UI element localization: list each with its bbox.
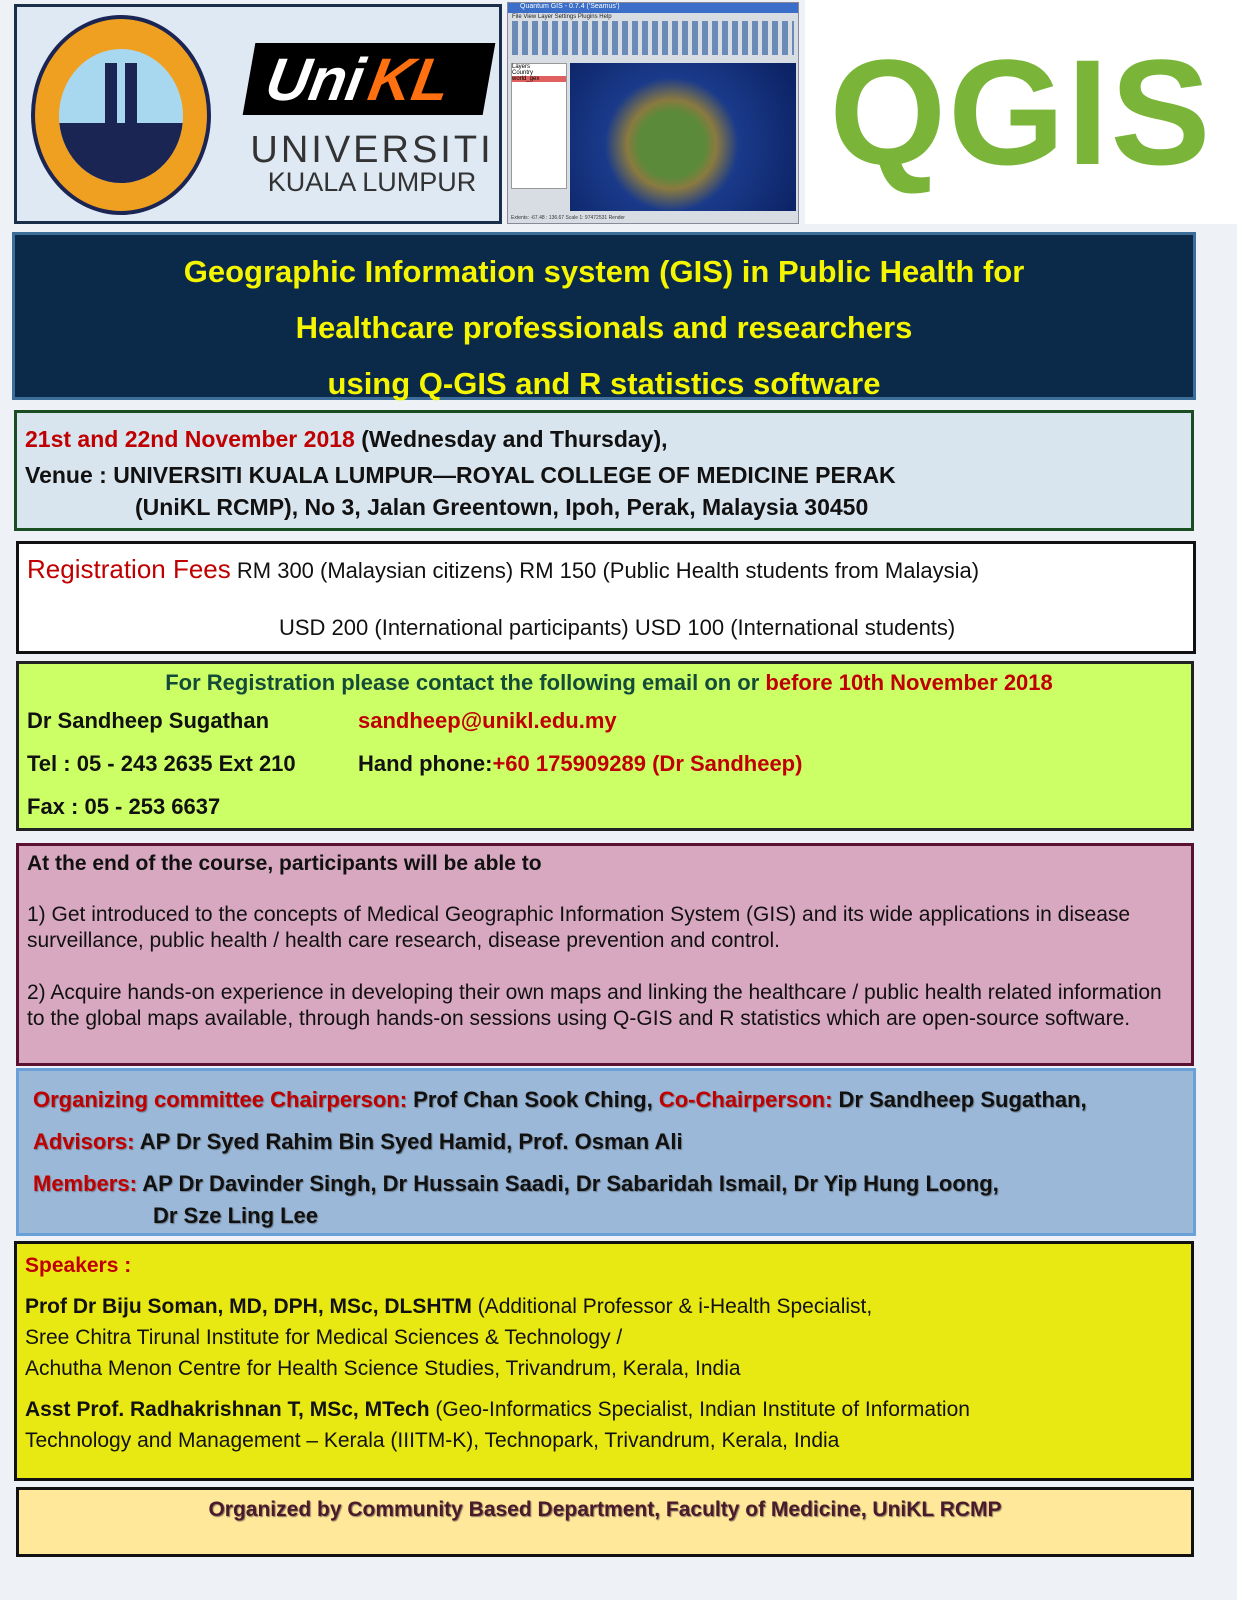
speakers-section: Speakers : Prof Dr Biju Soman, MD, DPH, MSc, DLSHTM (Additional Professor & i-Health Specialist, Sree Chitra Tirunal Institute for Medical Sciences & Technology / Achutha Menon Centre for Health Science Studies, Trivandrum, Kerala, India Asst Prof. Radhakrishnan T, MSc, MTech (Geo-Informatics Specialist, Indian Institute of Information Technology and Management – Kerala (IIITM-K), Technopark, Trivandrum, Kerala, India (14, 1241, 1194, 1481)
world-map (570, 63, 796, 211)
organizing-committee: Organizing committee Chairperson: Prof Chan Sook Ching, Co-Chairperson: Dr Sandheep Sugathan, Advisors: AP Dr Syed Rahim Bin Syed Hamid, Prof. Osman Ali Members: AP Dr Davinder Singh, Dr Hussain Saadi, Dr Sabaridah Ismail, Dr Yip Hung Loong, Dr Sze Ling Lee (16, 1068, 1196, 1236)
university-name: UNIVERSITI KUALA LUMPUR (250, 129, 494, 197)
qgis-layers-panel: Layers Country world_gex (511, 63, 567, 189)
venue: Venue : UNIVERSITI KUALA LUMPUR—ROYAL COLLEGE OF MEDICINE PERAK (25, 462, 896, 488)
registration-contact: For Registration please contact the following email on or before 10th November 2018 Dr Sandheep Sugathan sandheep@unikl.edu.my Tel : 05 - 243 2635 Ext 210 Hand phone: +60 175909289 (Dr Sandheep) Fax : 05 - 253 6637 (16, 661, 1194, 831)
event-date: 21st and 22nd November 2018 (25, 426, 355, 452)
organizer-footer: Organized by Community Based Department, Faculty of Medicine, UniKL RCMP (16, 1487, 1194, 1557)
course-title: Geographic Information system (GIS) in Public Health for Healthcare professionals and researchers using Q-GIS and R statistics software (12, 232, 1196, 400)
unikl-seal-logo (31, 15, 211, 215)
qgis-logo: QGIS (805, 0, 1237, 224)
date-venue-section: 21st and 22nd November 2018 (Wednesday and Thursday), Venue : UNIVERSITI KUALA LUMPUR—ROYAL COLLEGE OF MEDICINE PERAK (UniKL RCMP), No 3, Jalan Greentown, Ipoh, Perak, Malaysia 30450 (14, 410, 1194, 531)
outcome-item: 2) Acquire hands-on experience in developing their own maps and linking the healthcare / public health related information to the global maps available, through hands-on sessions using Q-GIS and R statistics which are open-source software. (27, 981, 1162, 1030)
university-logo-panel (14, 4, 502, 224)
qgis-screenshot: Quantum GIS - 0.7.4 ('Seamus') File View Layer Settings Plugins Help Layers Country world_gex Extents: -67.48 : 136.67 Scale 1: 97472531 Render (507, 2, 799, 224)
qgis-toolbar (512, 21, 794, 55)
outcome-item: 1) Get introduced to the concepts of Medical Geographic Information System (GIS) and its wide applications in disease surveillance, public health / health care research, disease prevention and control. (27, 903, 1131, 952)
registration-fees: Registration Fees RM 300 (Malaysian citizens) RM 150 (Public Health students from Malaysia) USD 200 (International participants) USD 100 (International students) (16, 541, 1196, 654)
learning-outcomes: At the end of the course, participants will be able to 1) Get introduced to the concepts of Medical Geographic Information System (GIS) and its wide applications in disease surveillance, public health / health care research, disease prevention and control. 2) Acquire hands-on experience in developing their own maps and linking the healthcare / public health related information to the global maps available, through hands-on sessions using Q-GIS and R statistics which are open-source software. (16, 843, 1194, 1066)
email-link[interactable]: sandheep@unikl.edu.my (358, 708, 617, 733)
unikl-logo: Uni KL (243, 43, 496, 115)
